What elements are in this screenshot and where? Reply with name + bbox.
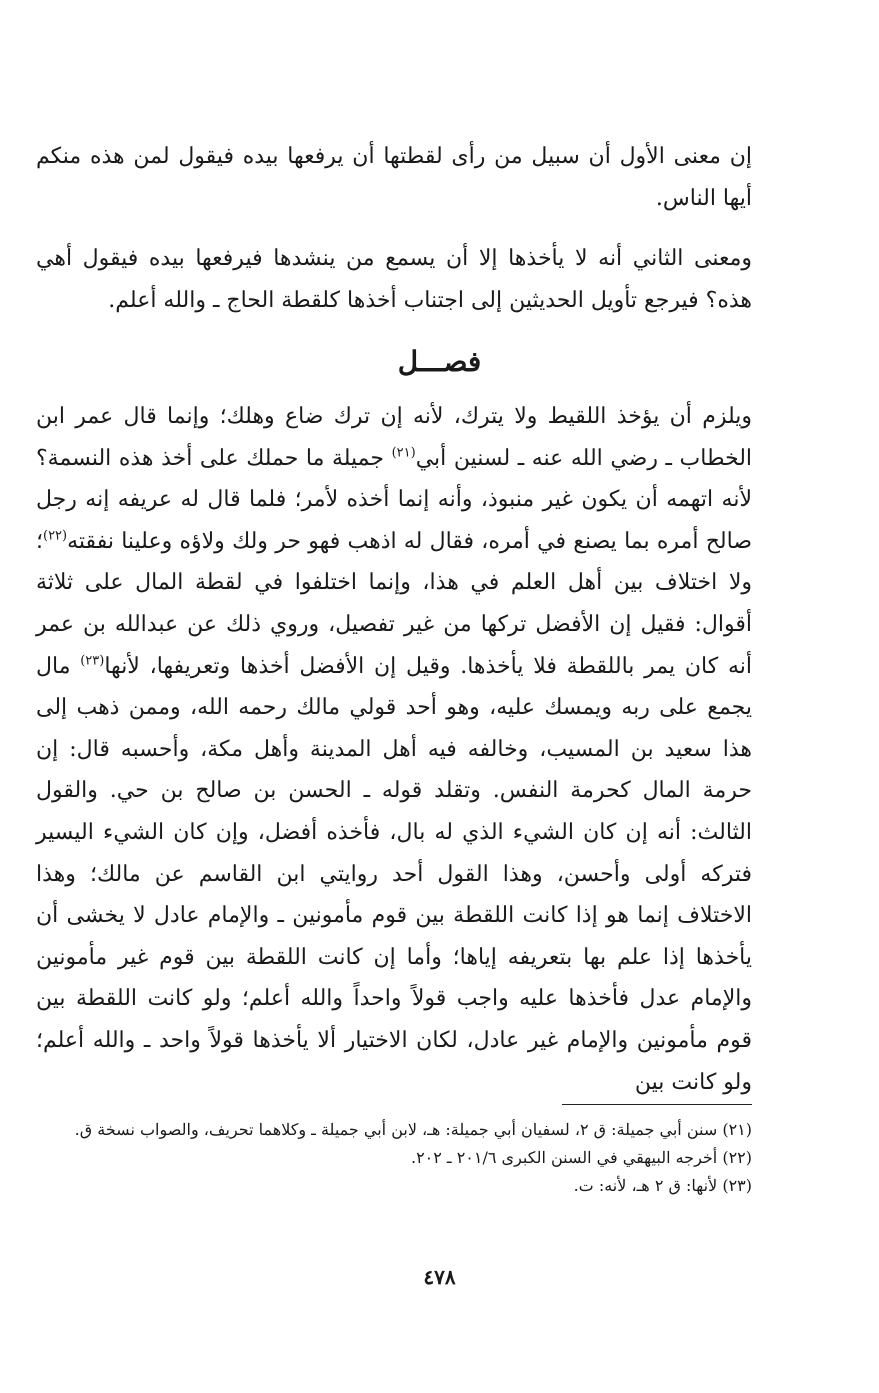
paragraph-3-part-4: مال يجمع على ربه ويمسك عليه، وهو أحد قولي مالك رحمه الله، وممن ذهب إلى هذا سعيد بن المسيب، وخالفه فيه أهل المدينة وأهل مكة، وأحسبه قال: إن حرمة المال كحرمة النفس. وتقلد قوله ـ الحسن بن صالح بن حي. والقول الثالث: أنه إن كان الشيء الذي له بال، فأخذه أفضل، وإن كان الشيء اليسير فتركه أولى وأحسن، وهذا القول أحد روايتي ابن القاسم عن مالك؛ وهذا الاختلاف إنما هو إذا كانت اللقطة بين قوم مأمونين ـ والإمام عادل لا يخشى أن يأخذها إذا علم بها بتعريفه إياها؛ وأما إن كانت اللقطة بين قوم غير مأمونين والإمام عدل فأخذها عليه واجب قولاً واحداً والله أعلم؛ ولو كانت اللقطة بين قوم مأمونين والإمام غير عادل، لكان الاختيار ألا يأخذها قولاً واحد ـ والله أعلم؛ ولو كانت بين [36,653,752,1095]
paragraph-1 [36,136,752,220]
paragraph-2-text: ومعنى الثاني أنه لا يأخذها إلا أن يسمع من ينشدها فيرفعها بيده فيقول أهي هذه؟ فيرجع تأويل الحديثين إلى اجتناب أخذها كلقطة الحاج ـ والله أعلم. [36,246,752,313]
footnote-ref-22: (٢٢) [43,528,68,544]
paragraph-3-part-3: ؛ ولا اختلاف بين أهل العلم في هذا، وإنما اختلفوا في لقطة المال على ثلاثة أقوال: فقيل إن الأفضل تركها من غير تفصيل، وروي ذلك عن عبدالله بن عمر أنه كان يمر باللقطة فلا يأخذها. وقيل إن الأفضل أخذها وتعريفها، لأنها [36,528,753,679]
paragraph-3-text [36,396,752,1103]
paragraph-1-text: إن معنى الأول أن سبيل من رأى لقطتها أن يرفعها بيده فيقول لمن هذه منكم أيها الناس. [36,144,752,211]
footnotes [36,1116,752,1200]
footnote-21: (٢١) سنن أبي جميلة: ق ٢، لسفيان أبي جميلة: هـ، لابن أبي جميلة ـ وكلاهما تحريف، والصواب نسخة ق. [74,1120,752,1139]
section-heading: فصـــل [397,345,482,378]
page-number: ٤٧٨ [423,1265,456,1289]
paragraph-3-part-1: ويلزم أن يؤخذ اللقيط ولا يترك، لأنه إن ترك ضاع وهلك؛ وإنما قال عمر ابن الخطاب ـ رضي الله عنه ـ لسنين أبي [36,404,753,471]
paragraph-3-part-2: جميلة ما حملك على أخذ هذه النسمة؟ لأنه اتهمه أن يكون غير منبوذ، وأنه إنما أخذه لأمر؛ فلما قال له عريفه إنه رجل صالح أمره بما يصنع في أمره، فقال له اذهب فهو حر ولك ولاؤه وعلينا نفقته [36,445,752,554]
paragraph-2 [36,238,752,322]
paragraph-3 [36,396,752,1103]
footnote-23: (٢٣) لأنها: ق ٢ هـ، لأنه: ت. [573,1176,752,1195]
footnote-divider [562,1104,752,1105]
footnote-22: (٢٢) أخرجه البيهقي في السنن الكبرى ٢٠١/٦ ـ ٢٠٢. [410,1148,752,1167]
footnote-ref-23: (٢٣) [80,653,105,669]
footnote-ref-21: (٢١) [391,445,416,461]
